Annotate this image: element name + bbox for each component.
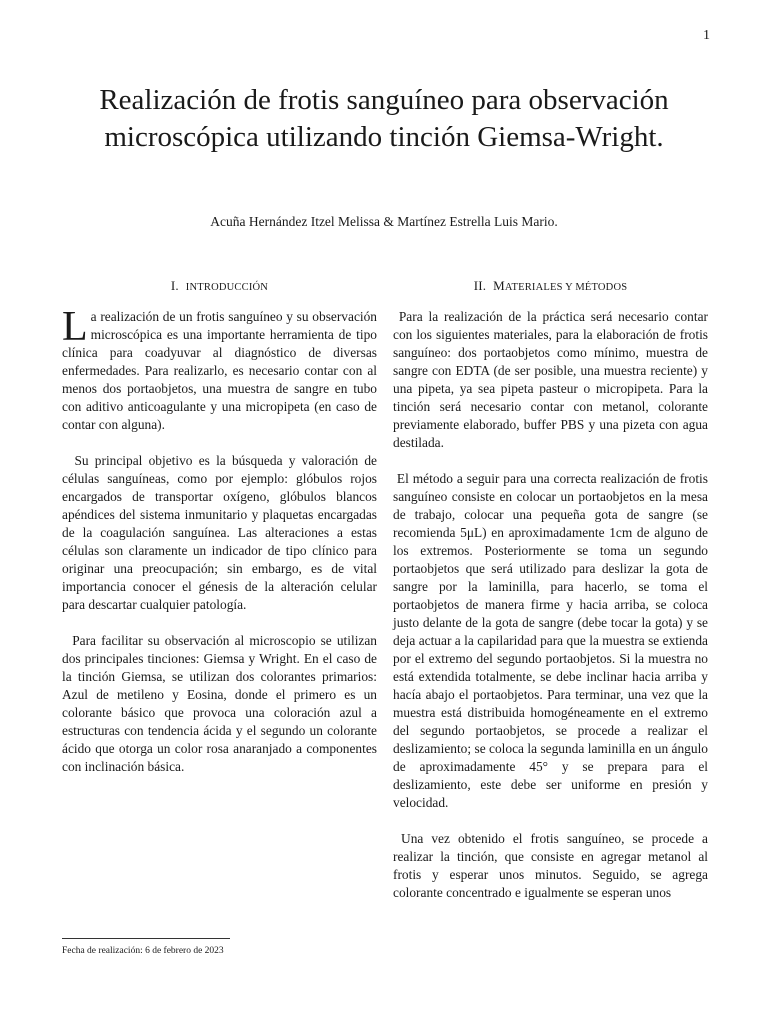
- right-column: [393, 278, 708, 920]
- intro-paragraph-3-text: Para facilitar su observación al microscopio se utilizan dos principales tinciones: Giemsa y Wright. En el caso de la tinción Giemsa, se utilizan dos colorantes primarios: Azul de metileno y Eosina, donde el primero es un colorante básico que provoca una coloración azul a estructuras con tendencia ácida y el segundo un colorante ácido que otorga un color rosa anaranjado a componentes con inclinación básica.: [62, 633, 377, 774]
- methods-paragraph-3-text: Una vez obtenido el frotis sanguíneo, se procede a realizar la tinción, que consiste en agregar metanol al frotis y esperar unos minutos. Seguido, se agrega colorante concentrado e igualmente se esperan unos: [393, 831, 708, 900]
- methods-paragraph-3: [393, 830, 708, 902]
- intro-paragraph-2-text: Su principal objetivo es la búsqueda y valoración de células sanguíneas, como por ejemplo: glóbulos rojos encargados de transportar oxígeno, glóbulos blancos apéndices del sistema inmunitario y plaquetas encargadas de la coagulación sanguínea. Las alteraciones a estas células son claramente un indicador de tipo clínico para originar una preocupación; sin embargo, es de vital importancia conocer el génesis de la alteración celular para descartar cualquier patología.: [62, 453, 378, 612]
- intro-paragraph-3: [62, 632, 377, 776]
- paper-title: Realización de frotis sanguíneo para observación microscópica utilizando tinción Giemsa-Wright.: [99, 84, 669, 153]
- intro-paragraph-2: [62, 452, 377, 614]
- section-title: INTRODUCCIÓN: [185, 282, 269, 293]
- page-number: 1: [703, 28, 710, 43]
- section-title-initial: M: [493, 278, 505, 293]
- methods-paragraph-2: [393, 470, 708, 812]
- intro-paragraph-1-text: a realización de un frotis sanguíneo y su observación microscópica es una importante herramienta de tipo clínica para coadyuvar al diagnóstico de diversas enfermedades. Para realizarlo, es necesario contar con al menos dos portaobjetos, una muestra de sangre en tubo con aditivo anticoagulante y una micropipeta (en caso de contar con alguna).: [62, 309, 377, 432]
- methods-paragraph-1-text: Para la realización de la práctica será necesario contar con los siguientes materiales, para la elaboración de frotis sanguíneo: dos portaobjetos como mínimo, muestra de sangre con EDTA (de ser posible, una muestra reciente) y una pipeta, ya sea pipeta pasteur o micropipeta. Para la tinción será necesario contar con metanol, colorante previamente elaborado, buffer PBS y una pizeta con agua destilada.: [393, 309, 708, 450]
- intro-paragraph-1: [62, 304, 377, 434]
- footnote-divider: [62, 938, 230, 939]
- left-column: [62, 278, 377, 794]
- footnote: Fecha de realización: 6 de febrero de 2023: [62, 946, 224, 956]
- section-numeral: II.: [473, 278, 487, 293]
- drop-cap: L: [62, 304, 88, 350]
- section-numeral: I.: [170, 278, 179, 293]
- methods-paragraph-2-text: El método a seguir para una correcta realización de frotis sanguíneo consiste en colocar un portaobjetos en la mesa de trabajo, colocar una pequeña gota de sangre (se recomienda 5μL) en aproximadamente 1cm de alguno de los extremos. Posteriormente se toma un segundo portaobjetos que será utilizado para deslizar la gota de sangre por la laminilla, para hacerlo, se toma el portaobjetos de manera firme y hacia arriba, se coloca justo delante de la gota de sangre (debe tocar la gota) y se deja actuar a la capilaridad para que la muestra se extienda por el extremo del segundo portaobjetos. Si la muestra no está extendida totalmente, se debe inclinar hacia arriba y hacía abajo el portaobjetos. Para terminar, una vez que la muestra está distribuida homogéneamente en el extremo del segundo portaobjetos, se procede a realizar el deslizamiento; se coloca la segunda laminilla en un ángulo de aproximadamente 45° y se prepara para el deslizamiento, este debe ser uniforme en presión y velocidad.: [393, 471, 708, 810]
- methods-paragraph-1: [393, 308, 708, 452]
- section-heading-intro: [62, 278, 377, 294]
- section-title-rest: ATERIALES Y MÉTODOS: [504, 282, 628, 293]
- section-heading-methods: [393, 278, 708, 294]
- authors: Acuña Hernández Itzel Melissa & Martínez Estrella Luis Mario.: [210, 214, 558, 229]
